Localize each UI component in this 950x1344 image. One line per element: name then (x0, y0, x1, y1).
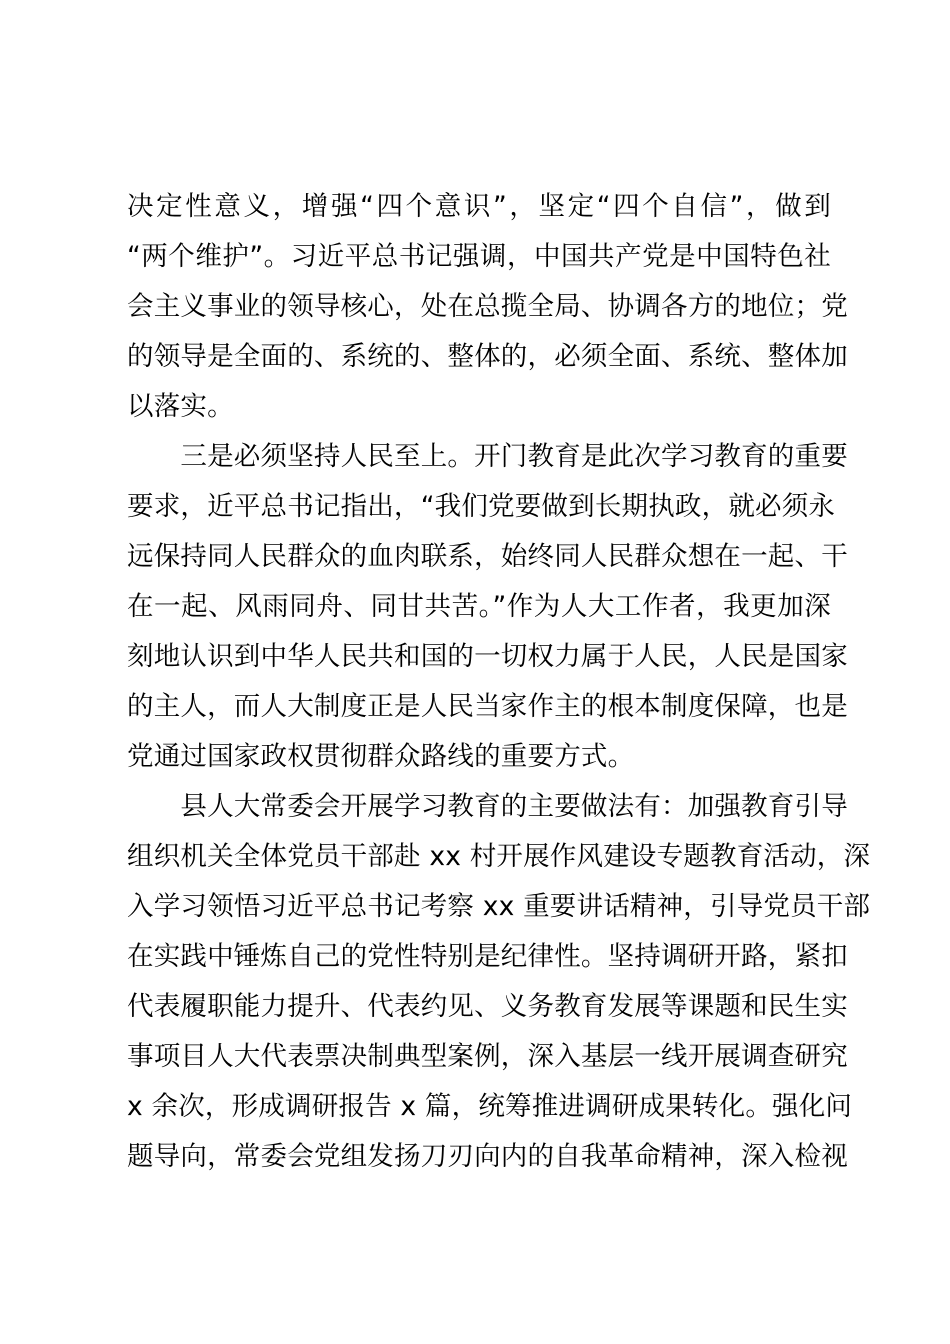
text-line: 以落实。 (127, 391, 234, 422)
text-line: 县人大常委会开展学习教育的主要做法有：加强教育引导 (127, 791, 848, 822)
text-line: 组织机关全体党员干部赴 xx 村开展作风建设专题教育活动，深 (127, 841, 871, 872)
text-line: 的领导是全面的、系统的、整体的，必须全面、系统、整体加 (127, 341, 848, 372)
text-line: 党通过国家政权贯彻群众路线的重要方式。 (127, 741, 635, 772)
text-line: 题导向，常委会党组发扬刀刃向内的自我革命精神，深入检视 (127, 1141, 848, 1172)
text-line: x 余次，形成调研报告 x 篇，统筹推进调研成果转化。强化问 (127, 1091, 853, 1122)
document-body (127, 182, 871, 1182)
text-line: 要求，近平总书记指出，“我们党要做到长期执政，就必须永 (127, 491, 836, 522)
text-line: 刻地认识到中华人民共和国的一切权力属于人民，人民是国家 (127, 641, 848, 672)
text-line: 在一起、风雨同舟、同甘共苦。”作为人大工作者，我更加深 (127, 591, 831, 622)
text-line: 在实践中锤炼自己的党性特别是纪律性。坚持调研开路，紧扣 (127, 941, 848, 972)
text-line: 代表履职能力提升、代表约见、义务教育发展等课题和民生实 (127, 991, 848, 1022)
text-line: 远保持同人民群众的血肉联系，始终同人民群众想在一起、干 (127, 541, 848, 572)
text-line: 入学习领悟习近平总书记考察 xx 重要讲话精神，引导党员干部 (127, 891, 871, 922)
text-line: 决定性意义，增强“四个意识”，坚定“四个自信”，做到 (127, 191, 831, 222)
text-line: 事项目人大代表票决制典型案例，深入基层一线开展调查研究 (127, 1041, 848, 1072)
text-line: “两个维护”。习近平总书记强调，中国共产党是中国特色社 (127, 241, 831, 272)
text-line: 的主人，而人大制度正是人民当家作主的根本制度保障，也是 (127, 691, 848, 722)
text-line: 会主义事业的领导核心，处在总揽全局、协调各方的地位；党 (127, 291, 848, 322)
text-line: 三是必须坚持人民至上。开门教育是此次学习教育的重要 (127, 441, 848, 472)
